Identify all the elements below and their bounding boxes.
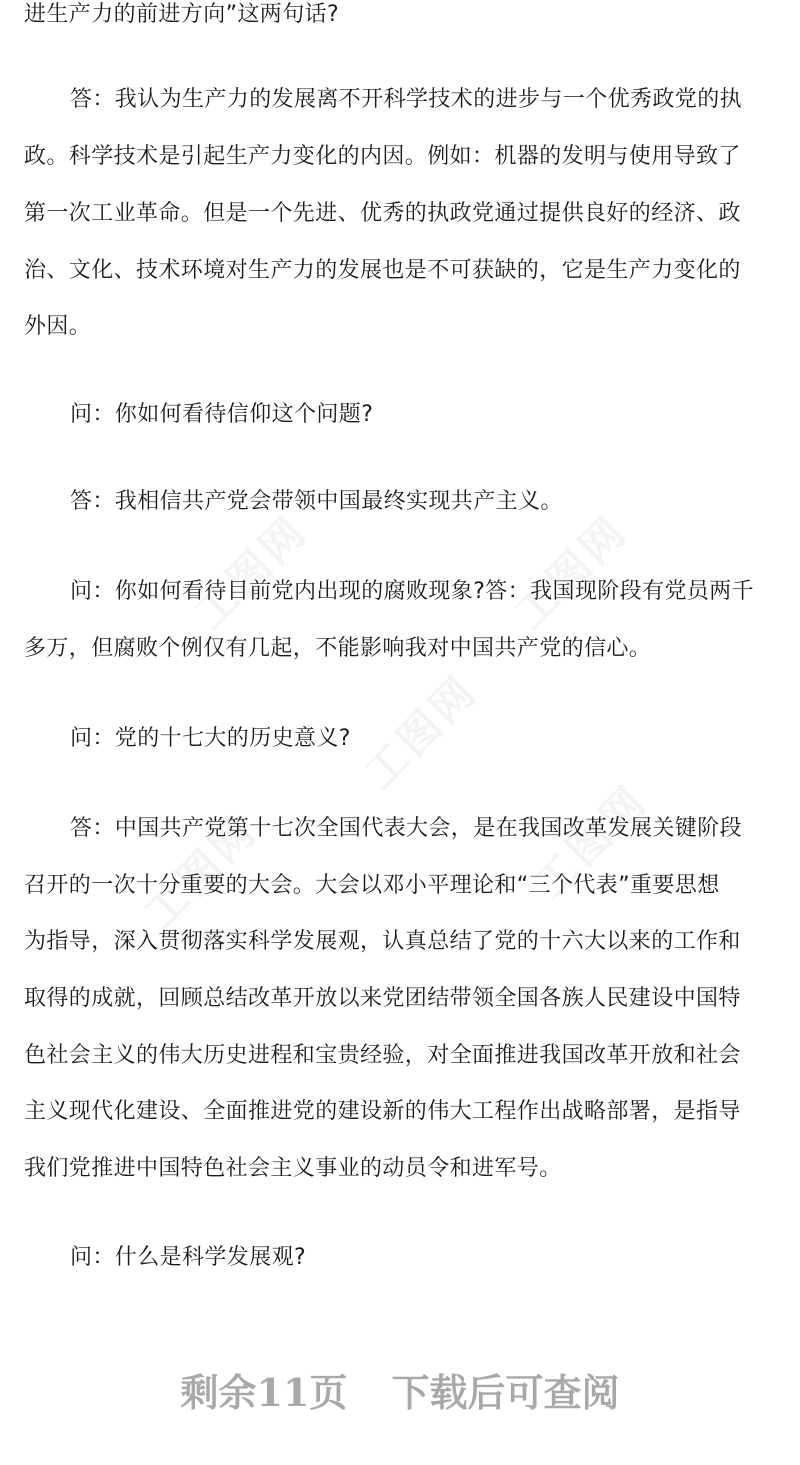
- text-line: 为指导，深入贯彻落实科学发展观，认真总结了党的十六大以来的工作和: [24, 929, 741, 954]
- text-line: 主义现代化建设、全面推进党的建设新的伟大工程作出战略部署，是指导: [24, 1099, 741, 1124]
- text-line: 取得的成就，回顾总结改革开放以来党团结带领全国各族人民建设中国特: [24, 986, 741, 1011]
- text-line: 治、文化、技术环境对生产力的发展也是不可获缺的，它是生产力变化的: [24, 258, 741, 283]
- remaining-pages-label: 剩余11页: [180, 1370, 348, 1415]
- download-prompt[interactable]: [0, 1362, 800, 1417]
- text-line: 我们党推进中国特色社会主义事业的动员令和进军号。: [24, 1156, 562, 1181]
- text-line: 召开的一次十分重要的大会。大会以邓小平理论和“三个代表”重要思想: [24, 873, 720, 898]
- question-line: 问：党的十七大的历史意义?: [70, 726, 351, 751]
- text-line: 第一次工业革命。但是一个先进、优秀的执政党通过提供良好的经济、政: [24, 201, 741, 226]
- watermark: 工图网: [504, 505, 637, 638]
- question-line: 问：你如何看待信仰这个问题?: [70, 402, 374, 427]
- answer-line: 答：我相信共产党会带领中国最终实现共产主义。: [70, 489, 563, 514]
- watermark: 工图网: [354, 665, 487, 798]
- download-to-view-label: 下载后可查阅: [391, 1370, 620, 1415]
- watermark: 工图网: [184, 505, 317, 638]
- text-line: 政。科学技术是引起生产力变化的内因。例如：机器的发明与使用导致了: [24, 144, 741, 169]
- text-line: 外因。: [24, 314, 92, 339]
- watermark: 工图网: [524, 775, 657, 908]
- text-line: 进生产力的前进方向”这两句话?: [24, 2, 340, 27]
- answer-line: 答：我认为生产力的发展离不开科学技术的进步与一个优秀政党的执: [70, 87, 743, 112]
- text-line: 多万，但腐败个例仅有几起，不能影响我对中国共产党的信心。: [24, 636, 652, 661]
- text-line: 色社会主义的伟大历史进程和宝贵经验，对全面推进我国改革开放和社会: [24, 1043, 741, 1068]
- answer-line: 答：中国共产党第十七次全国代表大会，是在我国改革发展关键阶段: [70, 816, 743, 841]
- watermark: 工图网: [134, 805, 267, 938]
- question-line: 问：什么是科学发展观?: [70, 1245, 307, 1270]
- question-line: 问：你如何看待目前党内出现的腐败现象?答：我国现阶段有党员两千: [70, 579, 755, 604]
